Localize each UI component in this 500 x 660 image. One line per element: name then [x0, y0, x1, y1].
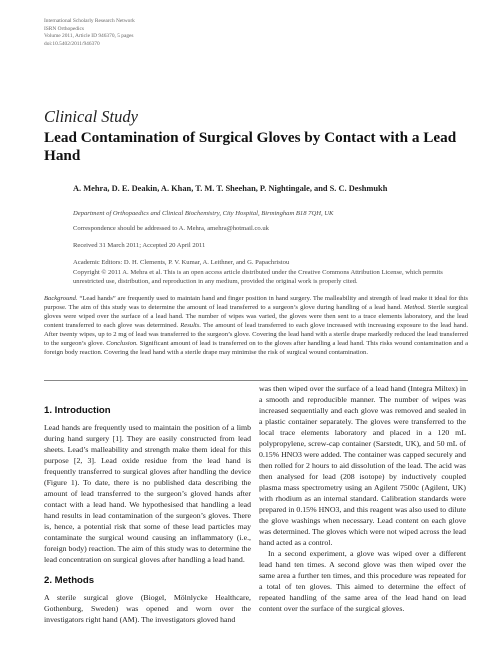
abstract — [44, 294, 468, 357]
methods-paragraph-continued: was then wiped over the surface of a lead hand (Integra Miltex) in a smooth and reproducible manner. The number of wipes was increased sequentially and each glove was removed and sealed in a plastic container separately. The gloves were transferred to the local trace elements laboratory and placed in a 120 mL polypropylene, screw-cap container (Sarstedt, UK), and 50 mL of 0.15% HNO3 were added. The container was capped securely and then rolled for 2 hours to aid dissolution of the lead. The acid was then analysed for lead (208 isotope) by inductively coupled plasma mass spectrometry using an Agilent 7500c (Agilent, UK) with rhodium as an internal standard. Calibration standards were prepared in 0.15% HNO3, and this reagent was also used to dilute the glove washings when necessary. Lead content on each glove was determined. The gloves which were not wiped across the lead hand acted as a control. — [259, 384, 466, 547]
journal-subtitle: ISRN Orthopedics — [44, 25, 84, 32]
received-dates: Received 31 March 2011; Accepted 20 April 2011 — [73, 242, 206, 249]
abstract-results-text: The amount of lead transferred to each glove increased with increasing exposure to the lead hand. After twenty wipes, up to 2 mg of lead was transferred to the surgeon’s glove. Covering the lead hand with a sterile drape markedly reduced the lead transferred to the surgeon’s glove. — [44, 322, 468, 347]
article-type: Clinical Study — [44, 107, 138, 126]
copyright-notice: Copyright © 2011 A. Mehra et al. This is an open access article distributed under the Creative Commons Attribution License, which permits unrestricted use, distribution, and reproduction in any medium, provided the original work is properly cited. — [73, 269, 443, 285]
journal-name: International Scholarly Research Network — [44, 18, 135, 24]
journal-volume: Volume 2011, Article ID 946370, 5 pages — [44, 33, 134, 40]
journal-doi: doi:10.5402/2011/946370 — [44, 40, 100, 47]
abstract-results-label: Results. — [180, 322, 201, 329]
abstract-method-label: Method. — [403, 304, 426, 311]
article-title: Lead Contamination of Surgical Gloves by Contact with a Lead Hand — [44, 129, 457, 164]
methods-paragraph-second: In a second experiment, a glove was wiped over a different lead hand ten times. A second glove was then wiped over the same area a further ten times, and this procedure was repeated for a total of ten gloves. This aimed to determine the effect of repeated handling of the same area of the lead hand on lead content over the surface of the surgical gloves. — [259, 549, 466, 613]
abstract-background-text: “Lead hands” are frequently used to maintain hand and finger position in hand surgery. The malleability and strength of lead make it ideal for this purpose. The aim of this study was to determine the amount of lead transferred to a surgeon’s glove during handling of a lead hand. — [44, 295, 468, 311]
academic-editors: Academic Editors: D. H. Clements, P. V. Kumar, A. Leithner, and G. Papachristou — [73, 259, 290, 266]
body-column-right — [259, 383, 466, 614]
abstract-conclusion-text: Significant amount of lead is transferred on to the gloves after handling a lead hand. This risks wound contamination and a foreign body reaction. Covering the lead hand with a sterile drape may minimise the risk of surgical wound contamination. — [44, 340, 468, 356]
section-divider — [44, 380, 468, 381]
abstract-background-label: Background. — [44, 295, 78, 302]
correspondence: Correspondence should be addressed to A. Mehra, amehra@hotmail.co.uk — [73, 225, 269, 232]
abstract-conclusion-label: Conclusion. — [106, 340, 138, 347]
methods-heading: 2. Methods — [44, 575, 95, 586]
affiliation: Department of Orthopaedics and Clinical Biochemistry, City Hospital, Birmingham B18 7QH, UK — [73, 210, 334, 217]
introduction-heading: 1. Introduction — [44, 405, 111, 416]
journal-header — [44, 18, 135, 48]
abstract-method-text: Sterile surgical gloves were wiped over the surface of a lead hand. The number of wipes was varied, the gloves were then sent to a trace elements laboratory, and the lead content transferred to each glove was determined. — [44, 304, 469, 329]
methods-paragraph: A sterile surgical glove (Biogel, Mölnlycke Healthcare, Gothenburg, Sweden) was opened and worn over the investigators right hand (AM). The investigators gloved hand — [44, 593, 251, 624]
author-list: A. Mehra, D. E. Deakin, A. Khan, T. M. T. Sheehan, P. Nightingale, and S. C. Deshmukh — [73, 184, 388, 193]
introduction-paragraph: Lead hands are frequently used to maintain the position of a limb during hand surgery [1]. They are easily constructed from lead sheets. Lead’s malleability and strength make them ideal for this purpose [2, 3]. Lead oxide residue from the lead hand is frequently transferred to surgical gloves after handling the device (Figure 1). To date, there is no published data describing the amount of lead transferred to the surgeon’s gloved hands after contact with a lead hand. We hypothesised that handling a lead hand results in lead contamination of the surgeon’s gloves. There is, hence, a potential risk that some of these lead particles may contaminate the surgical wound causing an inflammatory (i.e., foreign body) reaction. The aim of this study was to determine the lead concentration on surgical gloves after handling a lead hand. — [44, 423, 251, 564]
body-column-left — [44, 405, 251, 625]
